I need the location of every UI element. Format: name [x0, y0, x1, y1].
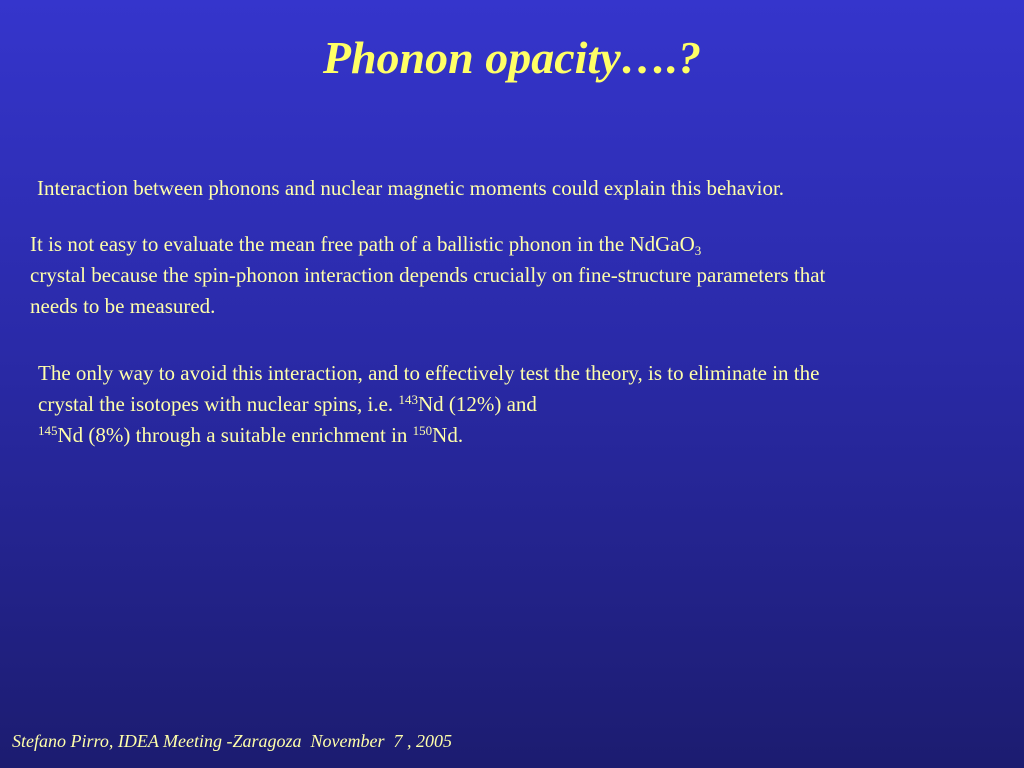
- isotope-mass-143: 143: [398, 392, 418, 407]
- isotope-text-150: Nd.: [432, 423, 464, 447]
- isotope-mass-150: 150: [412, 423, 433, 438]
- isotope-text-intro: The only way to avoid this interaction, and to effectively test the theory, is to eliminate in the crystal the isotopes with nuclear spins, i.e.: [38, 361, 820, 416]
- paragraph-isotope-enrichment: [38, 358, 858, 451]
- subscript-3: 3: [694, 243, 702, 258]
- isotope-text-143: Nd (12%) and: [417, 392, 537, 416]
- isotope-mass-145: 145: [38, 423, 58, 438]
- paragraph-mean-free-path: [30, 229, 870, 322]
- slide-title: Phonon opacity….?: [322, 32, 702, 83]
- paragraph-mean-free-path-line1: It is not easy to evaluate the mean free path of a ballistic phonon in the NdGaO: [30, 232, 695, 256]
- isotope-text-145: Nd (8%) through a suitable enrichment in: [57, 423, 413, 447]
- paragraph-mean-free-path-rest: crystal because the spin-phonon interaction depends crucially on fine-structure parameters that needs to be measured.: [30, 263, 826, 318]
- slide-footer: Stefano Pirro, IDEA Meeting -Zaragoza November 7 , 2005: [12, 731, 452, 751]
- paragraph-interaction: Interaction between phonons and nuclear magnetic moments could explain this behavior.: [37, 176, 785, 200]
